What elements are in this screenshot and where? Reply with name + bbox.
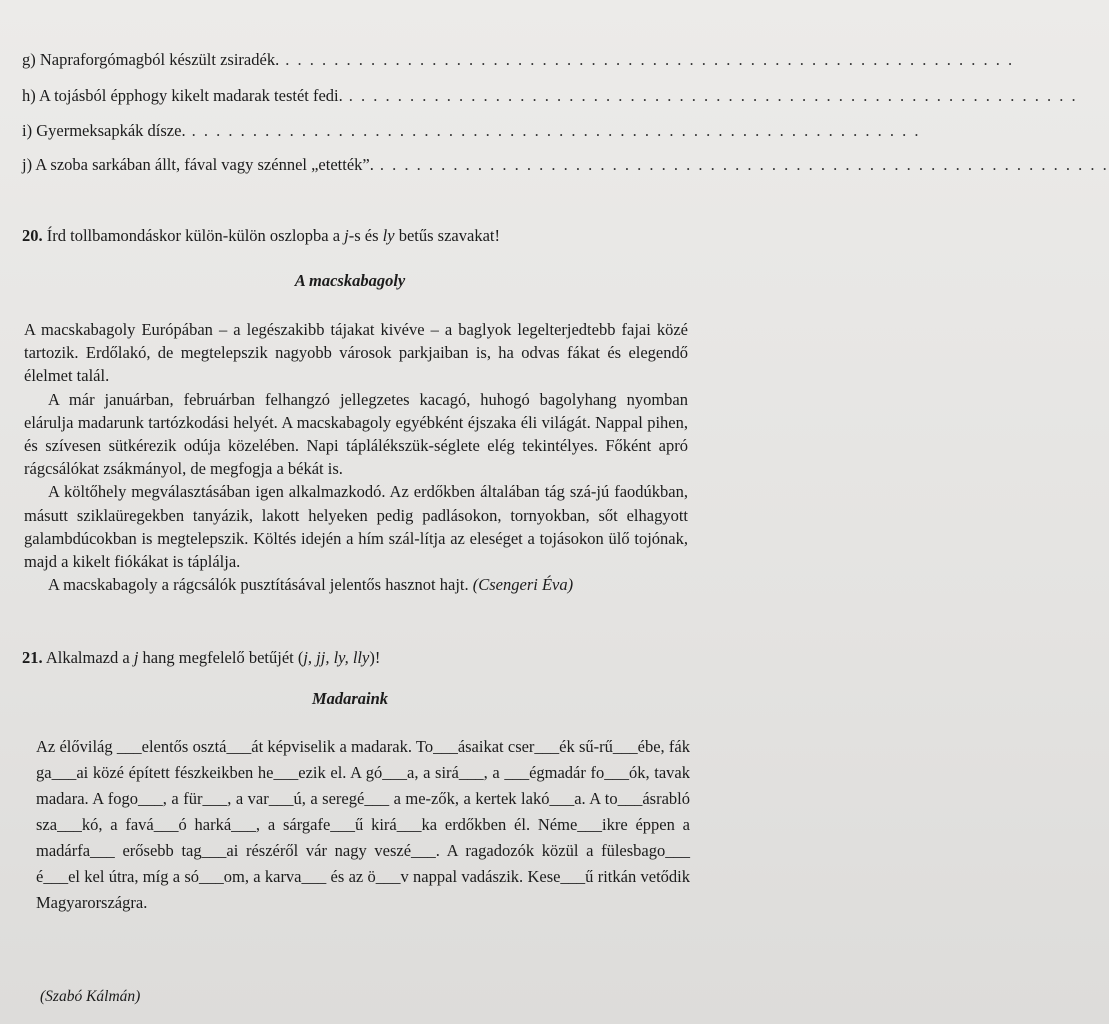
- exercise-21-instruction: [22, 648, 380, 668]
- exercise-20-instruction: [22, 226, 500, 246]
- fill-in-text: Az élővilág ___elentős osztá___át képviselik a madarak. To___ásaikat cser___ék sű-rű___ébe, fák ga___ai közé épített fészkeikben he___ezik el. A gó___a, a sirá___, a ___égmadár fo___ók, tavak madara. A fogo___, a für___, a var___ú, a seregé___ a me-zők, a kertek lakó___a. A to___ásrabló sza___kó, a favá___ó harká___, a sárgafe___ű kirá___ka erdőkben él. Néme___ikre éppen a madárfa___ erősebb tag___ai részéről vár nagy veszé___. A ragadozók közül a fülesbago___ é___el kel útra, míg a só___om, a karva___ és az ö___v nappal vadászik. Kese___ű ritkán vetődik Magyarországra.: [36, 737, 690, 912]
- letter-options: j, jj, ly, lly: [303, 648, 370, 667]
- author-citation: (Szabó Kálmán): [40, 988, 141, 1005]
- paragraph: A macskabagoly Európában – a legészakibb tájakat kivéve – a baglyok legelterjedtebb fajai közé tartozik. Erdőlakó, de megtelepszik nagyobb városok parkjaiban is, ha odvas fákat és elegendő élelmet talál.: [24, 320, 688, 386]
- instruction-text: -s és: [348, 226, 383, 245]
- instruction-text: )!: [369, 648, 381, 667]
- answer-dotted-line: . . . . . . . . . . . . . . . . . . . . . . . . . . . . . . . . . . . . . . . . . . . . . . . . . . . . . . . . . . . .: [285, 50, 1015, 69]
- text-title: A macskabagoly: [294, 271, 406, 290]
- paragraph-text: A macskabagoly a rágcsálók pusztításával jelentős hasznot hajt.: [48, 575, 469, 595]
- text-title: Madaraink: [311, 689, 389, 708]
- paragraph: [24, 573, 688, 596]
- exercise-number: 21.: [22, 648, 43, 667]
- list-item: [22, 121, 921, 141]
- paragraph: A költőhely megválasztásában igen alkalmazkodó. Az erdőkben általában tág szá-jú faodúkban, másutt sziklaüregekben tanyázik, lakott helyeken pedig padlásokon, tornyokban, sőt elhagyott galambdúcokban is megtelepszik. Költés idején a hím szál-lítja az eleséget a tojásokon ülő tojónak, majd a kikelt fiókákat is táplálja.: [24, 482, 688, 572]
- exercise-number: 20.: [22, 226, 43, 245]
- list-item: [22, 50, 1015, 70]
- instruction-text: Írd tollbamondáskor külön-külön oszlopba a: [42, 226, 345, 245]
- item-j-text: j) A szoba sarkában állt, fával vagy szénnel „etették”.: [22, 155, 374, 174]
- list-item: [22, 155, 1109, 175]
- instruction-text: betűs szavakat!: [394, 226, 500, 245]
- answer-dotted-line: . . . . . . . . . . . . . . . . . . . . . . . . . . . . . . . . . . . . . . . . . . . . . . . . . . . . . . . . . . . .: [348, 86, 1078, 105]
- instruction-text: hang megfelelő betűjét (: [138, 648, 304, 667]
- instruction-text: Alkalmazd a: [42, 648, 134, 667]
- item-h-text: h) A tojásból épphogy kikelt madarak testét fedi.: [22, 86, 343, 105]
- dictation-text: [24, 318, 688, 596]
- list-item: [22, 86, 1078, 106]
- answer-dotted-line: . . . . . . . . . . . . . . . . . . . . . . . . . . . . . . . . . . . . . . . . . . . . . . . . . . . . . . . . . . . .: [191, 121, 921, 140]
- letter-j: j: [133, 648, 139, 667]
- answer-dotted-line: . . . . . . . . . . . . . . . . . . . . . . . . . . . . . . . . . . . . . . . . . . . . . . . . . . . . . . . . . . . .: [379, 155, 1109, 174]
- item-i-text: i) Gyermeksapkák dísze.: [22, 121, 186, 140]
- source-citation: (Csengeri Éva): [472, 575, 574, 595]
- letter-ly: ly: [382, 226, 395, 245]
- letter-j: j: [344, 226, 349, 245]
- paragraph: A már januárban, februárban felhangzó jellegzetes kacagó, huhogó bagolyhang nyomban elárulja madarunk tartózkodási helyét. A macskabagoly egyébként éjszaka éli világát. Nappal pihen, és szívesen sütkérezik odúja közelében. Napi táplálékszük-séglete elég tekintélyes. Főként apró rágcsálókat zsákmányol, de megfogja a békát is.: [24, 389, 688, 479]
- item-g-text: g) Napraforgómagból készült zsiradék.: [22, 50, 280, 69]
